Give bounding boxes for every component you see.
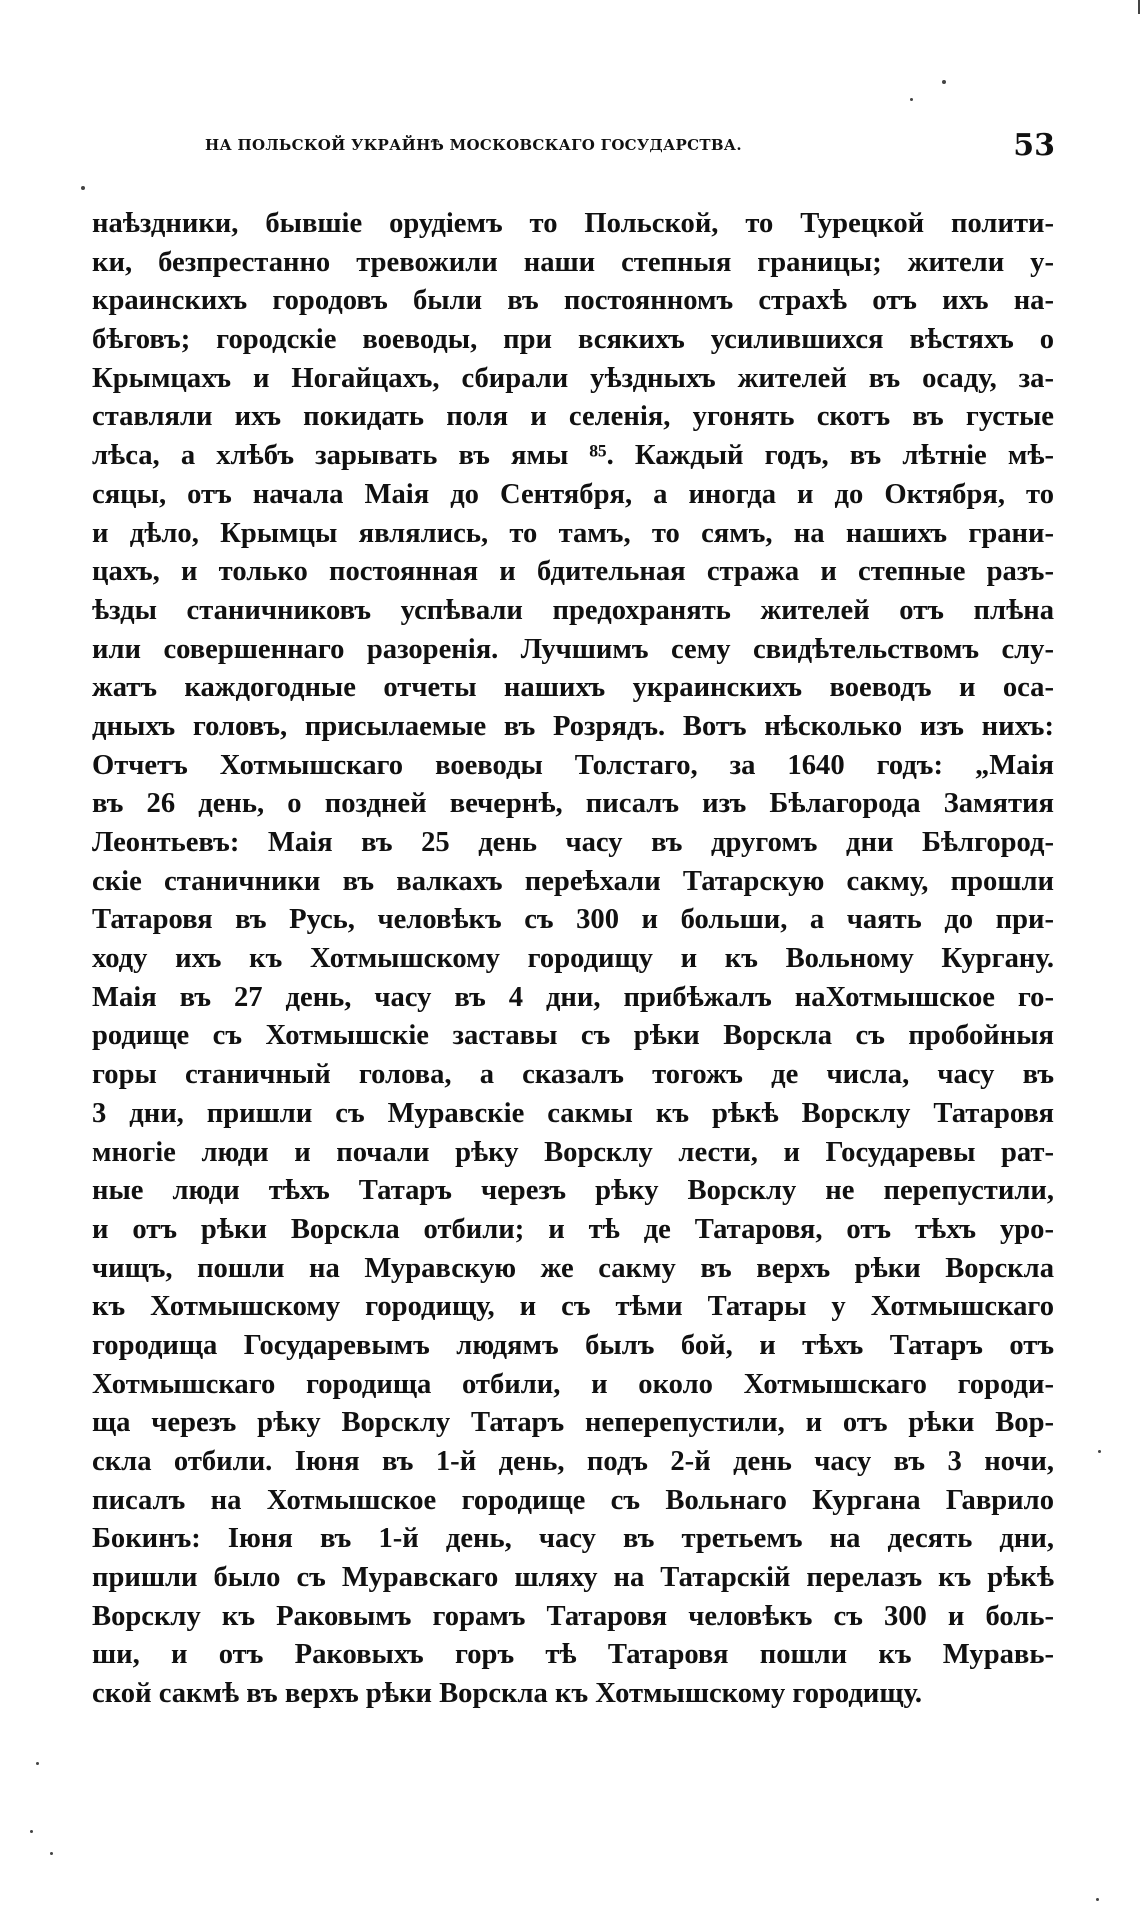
print-speck — [36, 1762, 39, 1765]
text-line: жатъ каждогодные отчеты нашихъ украинскихъ воеводъ и оса- — [92, 672, 1054, 704]
text-line: ши, и отъ Раковыхъ горъ тѣ Татаровя пошли къ Муравь- — [92, 1639, 1054, 1671]
text-line: ской сакмѣ въ верхъ рѣки Ворскла къ Хотмышскому городищу. — [92, 1678, 923, 1710]
text-line: пришли было съ Муравскаго шляху на Татарскій перелазъ къ рѣкѣ — [92, 1562, 1054, 1594]
text-line: краинскихъ городовъ были въ постоянномъ страхѣ отъ ихъ на- — [92, 285, 1054, 317]
print-speck — [1096, 1898, 1099, 1901]
print-speck — [30, 1830, 33, 1833]
text-line: ѣзды станичниковъ успѣвали предохранять жителей отъ плѣна — [92, 594, 1054, 626]
text-line: скіе станичники въ валкахъ переѣхали Татарскую сакму, прошли — [92, 865, 1054, 897]
text-line: Хотмышскаго городища отбили, и около Хотмышскаго городи- — [92, 1368, 1054, 1400]
text-line: къ Хотмышскому городищу, и съ тѣми Татары у Хотмышскаго — [92, 1291, 1054, 1323]
text-line: Отчетъ Хотмышскаго воеводы Толстаго, за 1640 годъ: „Маія — [92, 749, 1054, 781]
text-line: и дѣло, Крымцы являлись, то тамъ, то сямъ, на нашихъ грани- — [92, 517, 1054, 549]
text-line: лѣса, а хлѣбъ зарывать въ ямы ⁸⁵. Каждый годъ, въ лѣтніе мѣ- — [92, 440, 1054, 472]
text-line: ща черезъ рѣку Ворсклу Татаръ неперепустили, и отъ рѣки Вор- — [92, 1407, 1054, 1439]
text-line: родище съ Хотмышскіе заставы съ рѣки Ворскла съ пробойныя — [92, 1020, 1054, 1052]
text-line: писалъ на Хотмышское городище съ Вольнаго Кургана Гаврило — [92, 1484, 1054, 1516]
text-line: Бокинъ: Іюня въ 1-й день, часу въ третьемъ на десять дни, — [92, 1523, 1054, 1555]
text-line: Крымцахъ и Ногайцахъ, сбирали уѣздныхъ жителей въ осаду, за- — [92, 362, 1054, 394]
text-line: ки, безпрестанно тревожили наши степныя границы; жители у- — [92, 246, 1054, 278]
text-line: Леонтьевъ: Маія въ 25 день часу въ другомъ дни Бѣлгород- — [92, 827, 1054, 858]
text-line: ходу ихъ къ Хотмышскому городищу и къ Вольному Кургану. — [92, 943, 1054, 975]
text-line: Татаровя въ Русь, человѣкъ съ 300 и больши, а чаять до при- — [92, 904, 1054, 936]
text-line: скла отбили. Іюня въ 1-й день, подъ 2-й день часу въ 3 ночи, — [92, 1446, 1054, 1477]
print-speck — [1098, 1450, 1101, 1453]
text-line: въ 26 день, о поздней вечернѣ, писалъ изъ Бѣлагорода Замятия — [92, 788, 1054, 820]
print-speck — [942, 80, 946, 84]
text-line: многіе люди и почали рѣку Ворсклу лести, и Государевы рат- — [92, 1136, 1054, 1168]
text-line: городища Государевымъ людямъ былъ бой, и тѣхъ Татаръ отъ — [92, 1329, 1054, 1361]
print-speck — [910, 98, 913, 101]
text-line: дныхъ головъ, присылаемые въ Розрядъ. Вотъ нѣсколько изъ нихъ: — [92, 710, 1054, 742]
text-line: цахъ, и только постоянная и бдительная стража и степные разъ- — [92, 556, 1054, 588]
text-line: чищъ, пошли на Муравскую же сакму въ верхъ рѣки Ворскла — [92, 1252, 1054, 1284]
text-line: или совершеннаго разоренія. Лучшимъ сему свидѣтельствомъ слу- — [92, 633, 1054, 665]
running-title: НА ПОЛЬСКОЙ УКРАЙНѢ МОСКОВСКАГО ГОСУДАРСТВА. — [205, 136, 742, 154]
text-line: наѣздники, бывшіе орудіемъ то Польской, то Турецкой полити- — [92, 208, 1054, 239]
text-line: 3 дни, пришли съ Муравскіе сакмы къ рѣкѣ Ворсклу Татаровя — [92, 1097, 1054, 1129]
print-speck — [50, 1852, 53, 1855]
text-line: бѣговъ; городскіе воеводы, при всякихъ усилившихся вѣстяхъ о — [92, 324, 1054, 356]
text-line: и отъ рѣки Ворскла отбили; и тѣ де Татаровя, отъ тѣхъ уро- — [92, 1213, 1054, 1245]
text-line: горы станичный голова, а сказалъ тогожъ де числа, часу въ — [92, 1059, 1054, 1091]
print-speck — [81, 186, 85, 190]
text-line: ставляли ихъ покидать поля и селенія, угонять скотъ въ густые — [92, 401, 1054, 433]
text-line: ные люди тѣхъ Татаръ черезъ рѣку Ворсклу не перепустили, — [92, 1175, 1054, 1207]
page-header — [205, 128, 1055, 172]
body-text — [92, 205, 1054, 1714]
text-line: сяцы, отъ начала Маія до Сентября, а иногда и до Октября, то — [92, 478, 1054, 510]
page-number: 53 — [1013, 128, 1055, 163]
text-line: Маія въ 27 день, часу въ 4 дни, прибѣжалъ наХотмышское го- — [92, 981, 1054, 1013]
text-line: Ворсклу къ Раковымъ горамъ Татаровя человѣкъ съ 300 и боль- — [92, 1600, 1054, 1632]
